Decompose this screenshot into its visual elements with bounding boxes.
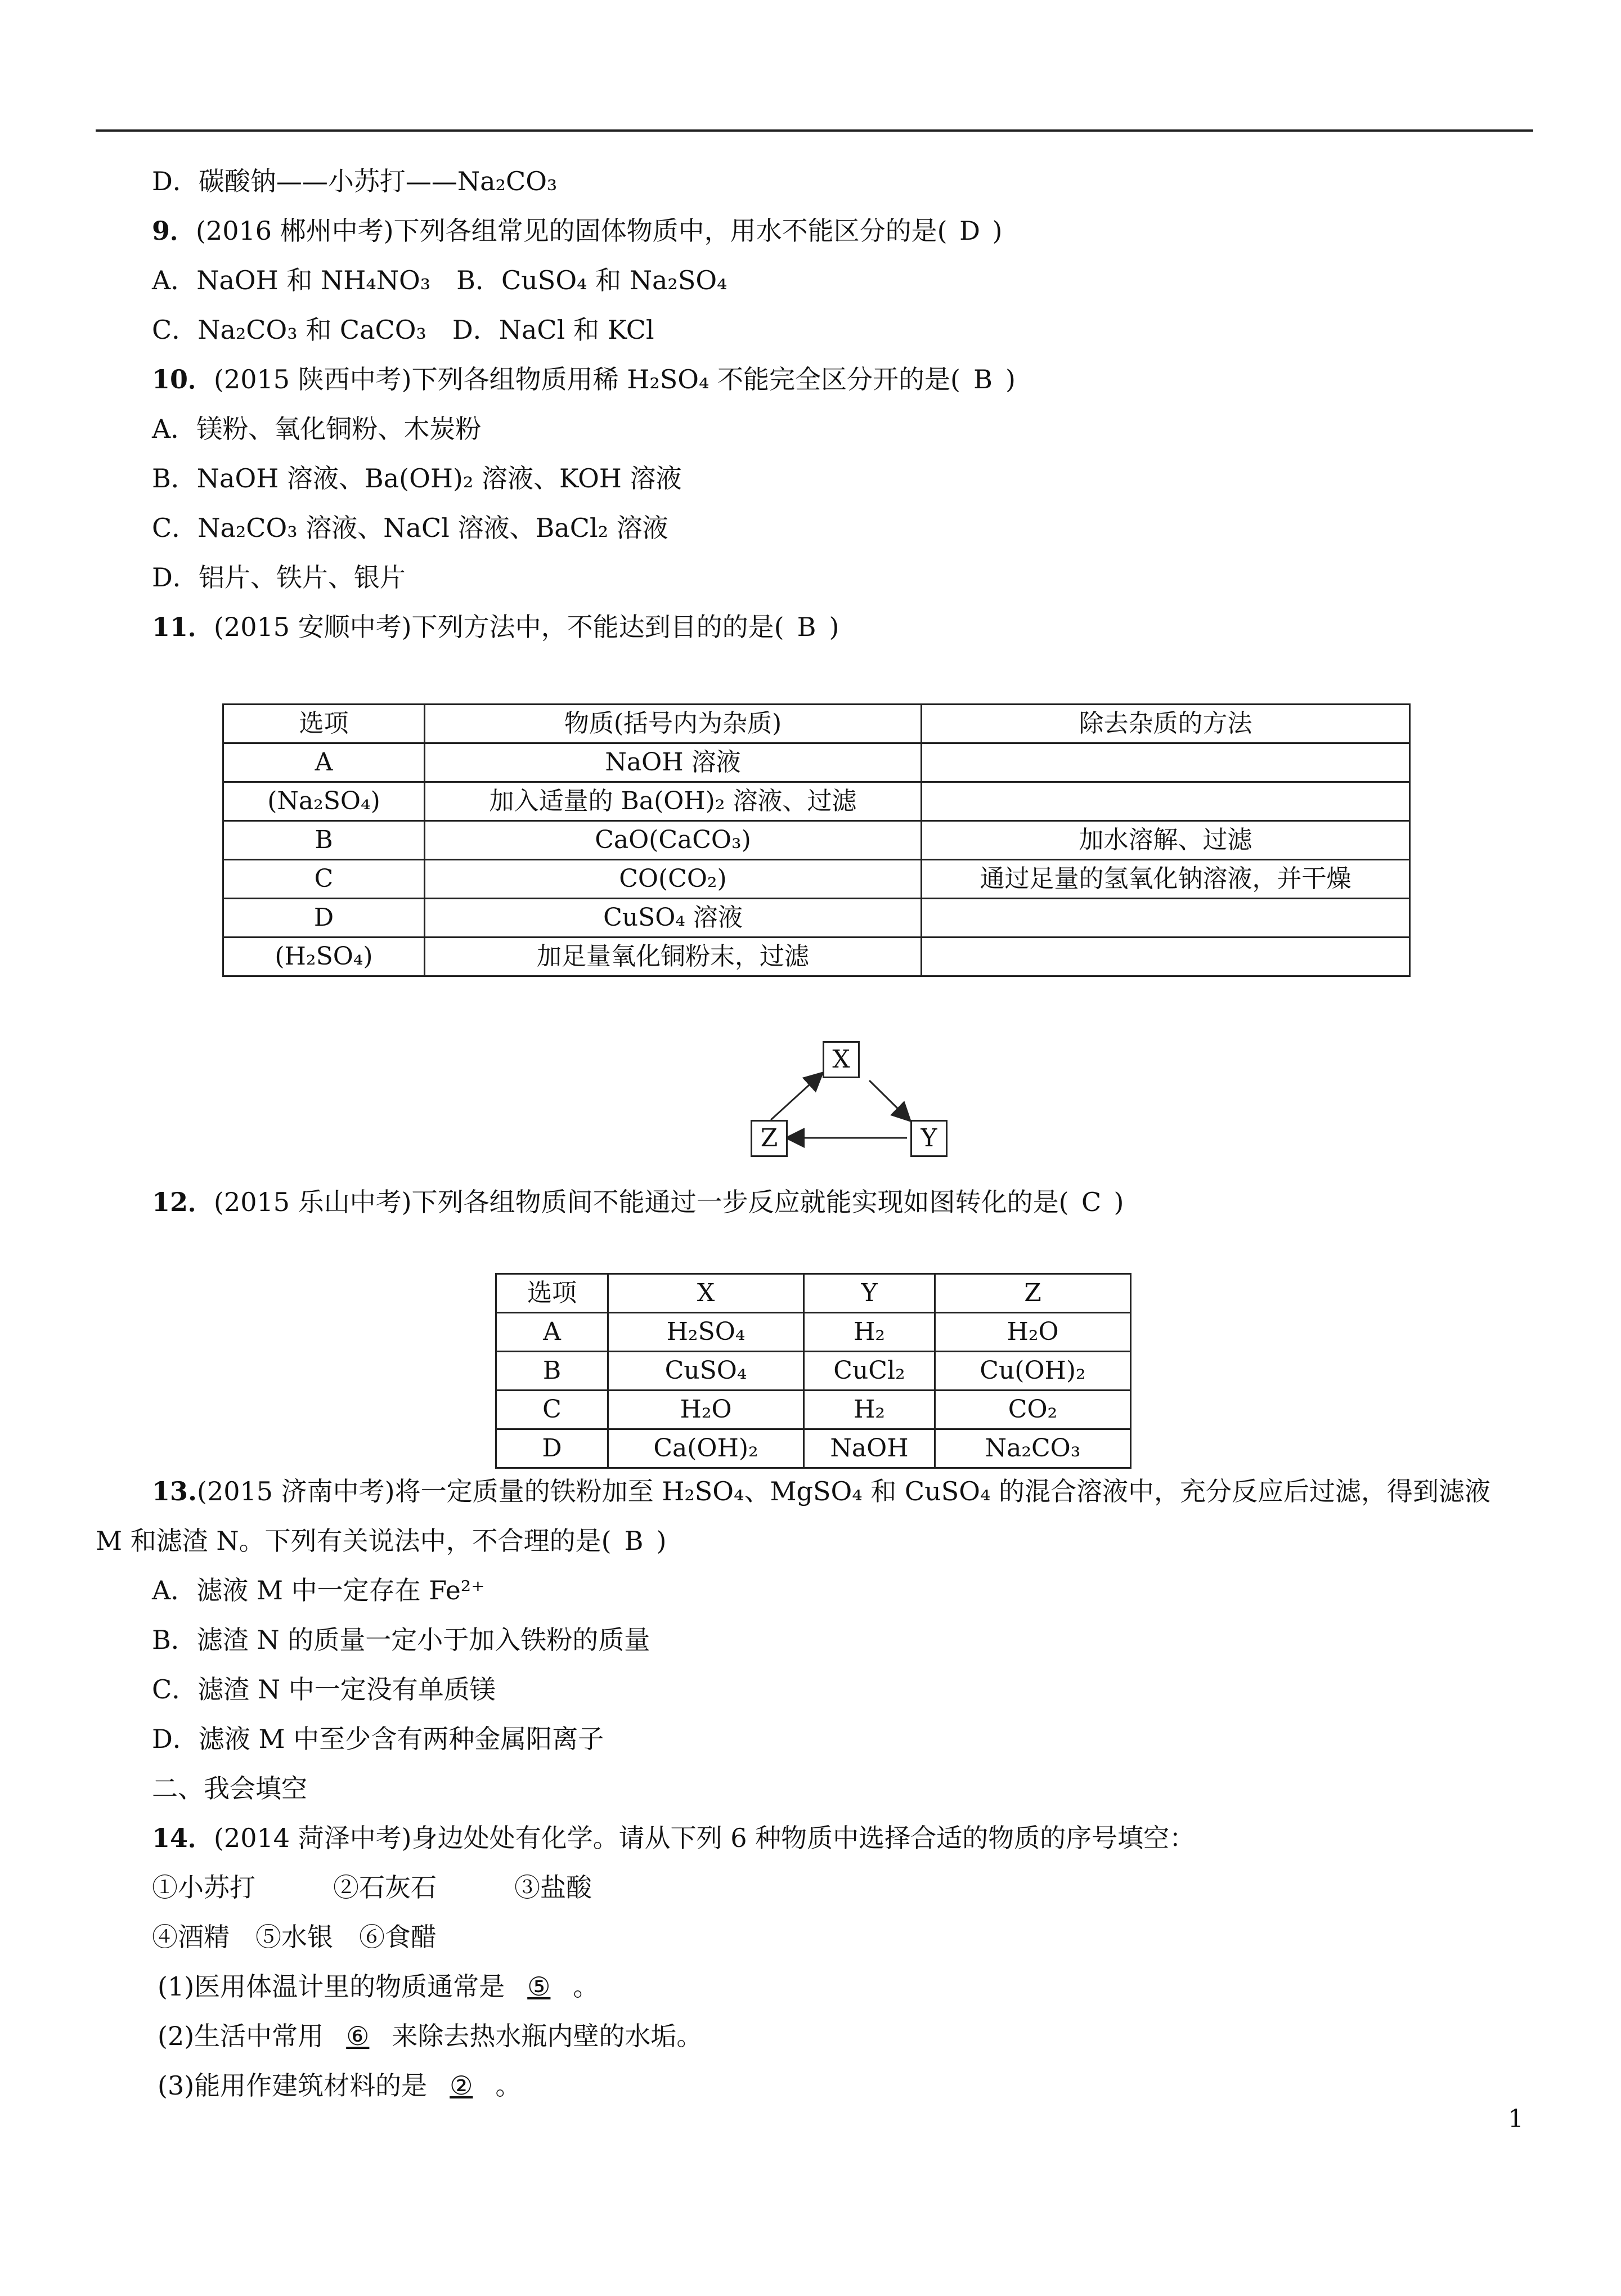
table-header-cell: 选项 (496, 1274, 608, 1313)
q13-stem-close: ) (656, 1526, 667, 1556)
table-cell: CO₂ (935, 1391, 1131, 1429)
table-row (496, 1352, 1131, 1391)
table-cell: CuSO₄ (608, 1352, 804, 1391)
q12-stem (152, 1185, 1124, 1219)
q14-stem (152, 1821, 1195, 1855)
q10-number: 10． (152, 364, 214, 394)
table-cell: Ca(OH)₂ (608, 1429, 804, 1468)
q13-stem-text-2: M 和滤渣 N。下列有关说法中，不合理的是( (96, 1526, 612, 1556)
q13-option-b: B．滤渣 N 的质量一定小于加入铁粉的质量 (152, 1625, 650, 1655)
q12-number: 12． (152, 1187, 214, 1217)
node-z: Z (751, 1120, 788, 1157)
header-rule (96, 129, 1533, 132)
q13-stem-text: (2015 济南中考)将一定质量的铁粉加至 H₂SO₄、MgSO₄ 和 CuSO₄ 的混合溶液中，充分反应后过滤，得到滤液 (197, 1476, 1491, 1506)
table-cell: NaOH 溶液 (425, 743, 922, 782)
table-header-cell: 除去杂质的方法 (922, 705, 1410, 743)
table-cell: D (223, 899, 425, 938)
q14-sub2-text: (2)生活中常用 (158, 2021, 324, 2051)
q13-option-d: D．滤液 M 中至少含有两种金属阳离子 (152, 1724, 604, 1754)
table-header-cell: X (608, 1274, 804, 1313)
table-row (496, 1391, 1131, 1429)
table-cell: (Na₂SO₄) (223, 782, 425, 821)
table-cell: H₂O (935, 1313, 1131, 1352)
q9-option-ab: A．NaOH 和 NH₄NO₃ B．CuSO₄ 和 Na₂SO₄ (152, 265, 728, 295)
q12-answer: C (1081, 1187, 1102, 1217)
q12-stem-text: (2015 乐山中考)下列各组物质间不能通过一步反应就能实现如图转化的是( (214, 1187, 1069, 1217)
section-2-title: 二、我会填空 (152, 1773, 307, 1804)
table-cell: H₂ (804, 1313, 935, 1352)
table-header-cell: Z (935, 1274, 1131, 1313)
q13-number: 13. (152, 1476, 197, 1506)
node-y: Y (910, 1120, 948, 1157)
q14-sub1-text: (1)医用体温计里的物质通常是 (158, 1971, 505, 2002)
q14-sub1 (158, 1970, 599, 2003)
q14-sub2-answer: ⑥ (346, 2021, 370, 2051)
q14-sub3 (158, 2069, 521, 2102)
q11-stem (152, 610, 839, 644)
q11-number: 11． (152, 612, 214, 642)
q9-answer: D (959, 216, 980, 246)
q13-option-a: A．滤液 M 中一定存在 Fe²⁺ (152, 1575, 485, 1606)
table-cell: H₂SO₄ (608, 1313, 804, 1352)
table-row (223, 899, 1410, 938)
q10-stem-text: (2015 陕西中考)下列各组物质用稀 H₂SO₄ 不能完全区分开的是( (214, 364, 961, 394)
table-cell: CuSO₄ 溶液 (425, 899, 922, 938)
table-cell: C (223, 860, 425, 899)
q9-stem-close: ) (992, 216, 1003, 246)
q13-stem-line2 (96, 1524, 667, 1558)
table-cell (922, 899, 1410, 938)
q12-table (495, 1273, 1131, 1469)
table-cell: CuCl₂ (804, 1352, 935, 1391)
table-cell: (H₂SO₄) (223, 938, 425, 976)
q14-sub3-text: (3)能用作建筑材料的是 (158, 2070, 428, 2101)
arrow-z-to-x (771, 1074, 821, 1120)
table-cell (922, 782, 1410, 821)
table-cell (922, 938, 1410, 976)
q14-sub3-answer: ② (450, 2070, 473, 2101)
q11-stem-close: ) (829, 612, 839, 642)
table-cell: Cu(OH)₂ (935, 1352, 1131, 1391)
node-x: X (823, 1041, 860, 1078)
table-cell: NaOH (804, 1429, 935, 1468)
table-cell: B (223, 821, 425, 860)
table-cell: B (496, 1352, 608, 1391)
page-number: 1 (1508, 2105, 1524, 2133)
table-header-row (496, 1274, 1131, 1313)
table-cell: D (496, 1429, 608, 1468)
table-row (496, 1313, 1131, 1352)
q14-sub1-end: 。 (573, 1971, 599, 2002)
q9-number: 9． (152, 216, 196, 246)
table-cell: CaO(CaCO₃) (425, 821, 922, 860)
q10-option-a: A．镁粉、氧化铜粉、木炭粉 (152, 414, 482, 444)
table-cell: C (496, 1391, 608, 1429)
table-cell: A (496, 1313, 608, 1352)
q10-option-b: B．NaOH 溶液、Ba(OH)₂ 溶液、KOH 溶液 (152, 463, 682, 494)
table-header-cell: 物质(括号内为杂质) (425, 705, 922, 743)
q14-sub1-answer: ⑤ (527, 1971, 551, 2002)
q9-stem-text: (2016 郴州中考)下列各组常见的固体物质中，用水不能区分的是( (196, 216, 948, 246)
table-cell: A (223, 743, 425, 782)
q14-choices-1: ①小苏打 ②石灰石 ③盐酸 (152, 1872, 592, 1903)
q9-stem (152, 214, 1003, 248)
table-header-cell: 选项 (223, 705, 425, 743)
table-cell: CO(CO₂) (425, 860, 922, 899)
q10-option-c: C．Na₂CO₃ 溶液、NaCl 溶液、BaCl₂ 溶液 (152, 513, 668, 543)
q14-number: 14． (152, 1823, 214, 1853)
table-row (223, 938, 1410, 976)
table-cell: H₂ (804, 1391, 935, 1429)
table-header-row (223, 705, 1410, 743)
table-cell: 加水溶解、过滤 (922, 821, 1410, 860)
table-cell: H₂O (608, 1391, 804, 1429)
table-cell (922, 743, 1410, 782)
q14-choices-2: ④酒精 ⑤水银 ⑥食醋 (152, 1922, 437, 1952)
q10-answer: B (973, 364, 993, 394)
q11-stem-text: (2015 安顺中考)下列方法中，不能达到目的的是( (214, 612, 784, 642)
table-cell: 通过足量的氢氧化钠溶液，并干燥 (922, 860, 1410, 899)
q13-answer: B (624, 1526, 644, 1556)
arrow-x-to-y (869, 1080, 909, 1120)
xyz-conversion-diagram (743, 1035, 945, 1171)
q14-sub2-end: 来除去热水瓶内壁的水垢。 (392, 2021, 703, 2051)
q10-option-d: D．铝片、铁片、银片 (152, 562, 406, 593)
table-cell: 加入适量的 Ba(OH)₂ 溶液、过滤 (425, 782, 922, 821)
q10-stem-close: ) (1005, 364, 1016, 394)
table-cell: Na₂CO₃ (935, 1429, 1131, 1468)
q12-stem-close: ) (1113, 1187, 1124, 1217)
q14-sub2 (158, 2019, 702, 2053)
q13-stem-line1 (152, 1474, 1490, 1508)
q14-stem-text: (2014 菏泽中考)身边处处有化学。请从下列 6 种物质中选择合适的物质的序号填空： (214, 1823, 1196, 1853)
q10-stem (152, 362, 1016, 396)
table-row (223, 782, 1410, 821)
q8-option-d: D．碳酸钠——小苏打——Na₂CO₃ (152, 166, 558, 196)
q11-table (222, 703, 1411, 977)
table-header-cell: Y (804, 1274, 935, 1313)
table-row (223, 860, 1410, 899)
table-row (223, 821, 1410, 860)
q14-sub3-end: 。 (495, 2070, 522, 2101)
table-cell: 加足量氧化铜粉末，过滤 (425, 938, 922, 976)
q9-option-cd: C．Na₂CO₃ 和 CaCO₃ D．NaCl 和 KCl (152, 315, 654, 345)
table-row (496, 1429, 1131, 1468)
q13-option-c: C．滤渣 N 中一定没有单质镁 (152, 1674, 496, 1705)
table-row (223, 743, 1410, 782)
q11-answer: B (797, 612, 816, 642)
